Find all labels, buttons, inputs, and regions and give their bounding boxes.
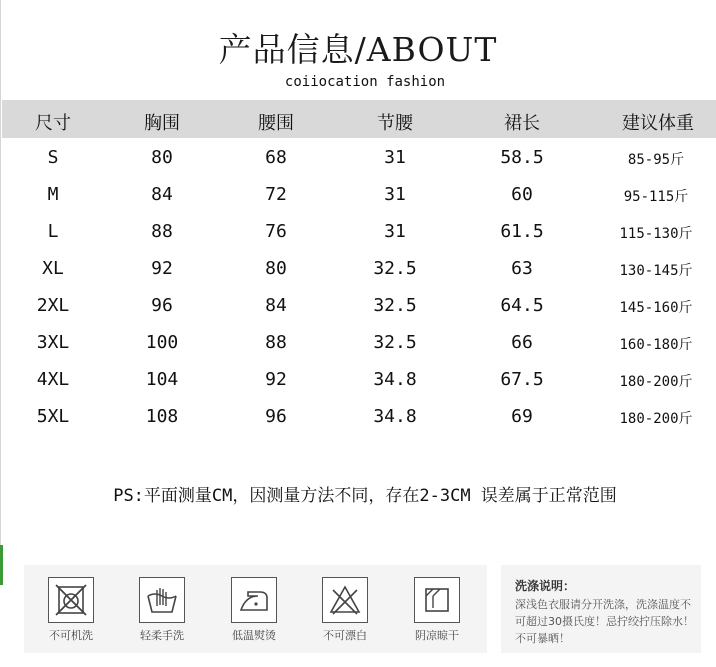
waist-section-cell: 32.5 (373, 332, 417, 353)
waist-section-cell: 31 (384, 221, 406, 242)
low-temp-iron-icon (231, 577, 277, 623)
bust-cell: 80 (151, 147, 173, 168)
table-row (0, 360, 716, 397)
size-cell: 3XL (36, 332, 70, 353)
measurement-note: PS:平面测量CM，因测量方法不同，存在2-3CM 误差属于正常范围 (113, 486, 617, 506)
size-cell: 5XL (36, 406, 70, 427)
weight-cell: 115-130斤 (619, 226, 693, 242)
wash-instructions-title: 洗涤说明： (515, 579, 576, 593)
size-cell: XL (42, 258, 64, 279)
green-edge-mark (0, 545, 3, 585)
waist-section-cell: 32.5 (373, 258, 417, 279)
waist-cell: 68 (265, 147, 287, 168)
skirt-length-cell: 61.5 (500, 221, 544, 242)
wash-instructions-text: 深浅色衣服请分开洗涤，洗涤温度不可超过30摄氏度！忌拧绞拧压除水！不可暴晒！ (515, 598, 694, 645)
skirt-length-cell: 69 (511, 406, 533, 427)
waist-cell: 92 (265, 369, 287, 390)
weight-cell: 145-160斤 (619, 300, 693, 316)
waist-section-cell: 31 (384, 147, 406, 168)
no-bleach-icon (322, 577, 368, 623)
care-icons-panel (24, 565, 487, 653)
column-header-size: 尺寸 (35, 113, 71, 134)
bust-cell: 88 (151, 221, 173, 242)
waist-cell: 84 (265, 295, 287, 316)
care-label: 不可漂白 (323, 629, 367, 642)
waist-cell: 96 (265, 406, 287, 427)
page-title: 产品信息/ABOUT (218, 30, 498, 69)
care-label: 阴凉晾干 (415, 629, 459, 642)
gentle-hand-wash-icon (139, 577, 185, 623)
size-cell: 4XL (36, 369, 70, 390)
weight-cell: 85-95斤 (627, 152, 685, 168)
care-label: 低温熨烫 (232, 629, 276, 642)
table-row (0, 397, 716, 434)
size-cell: S (47, 147, 59, 168)
bust-cell: 100 (145, 332, 179, 353)
bust-cell: 96 (151, 295, 173, 316)
waist-section-cell: 31 (384, 184, 406, 205)
skirt-length-cell: 67.5 (500, 369, 544, 390)
waist-cell: 80 (265, 258, 287, 279)
waist-section-cell: 34.8 (373, 406, 417, 427)
column-header-skirt-length: 裙长 (504, 113, 540, 134)
table-row (0, 323, 716, 360)
care-item (308, 577, 382, 643)
skirt-length-cell: 63 (511, 258, 533, 279)
weight-cell: 160-180斤 (619, 337, 693, 353)
weight-cell: 180-200斤 (619, 374, 693, 390)
table-row (0, 249, 716, 286)
size-table-header (2, 100, 716, 138)
size-cell: 2XL (36, 295, 70, 316)
care-item (217, 577, 291, 643)
care-label: 不可机洗 (49, 629, 93, 642)
weight-cell: 95-115斤 (623, 189, 689, 205)
waist-cell: 88 (265, 332, 287, 353)
shade-dry-icon (414, 577, 460, 623)
skirt-length-cell: 60 (511, 184, 533, 205)
table-row (0, 286, 716, 323)
table-row (0, 138, 716, 175)
wash-instructions-panel (501, 565, 701, 653)
weight-cell: 130-145斤 (619, 263, 693, 279)
size-cell: M (47, 184, 59, 205)
no-machine-wash-icon (48, 577, 94, 623)
size-cell: L (47, 221, 59, 242)
care-label: 轻柔手洗 (140, 629, 184, 642)
table-row (0, 212, 716, 249)
care-item (125, 577, 199, 643)
care-item (34, 577, 108, 643)
waist-section-cell: 34.8 (373, 369, 417, 390)
column-header-bust: 胸围 (144, 113, 180, 134)
skirt-length-cell: 66 (511, 332, 533, 353)
bust-cell: 104 (145, 369, 179, 390)
waist-section-cell: 32.5 (373, 295, 417, 316)
column-header-waist: 腰围 (258, 113, 294, 134)
bust-cell: 92 (151, 258, 173, 279)
care-item (400, 577, 474, 643)
bust-cell: 108 (145, 406, 179, 427)
table-row (0, 175, 716, 212)
column-header-waist-section: 节腰 (377, 113, 413, 134)
waist-cell: 72 (265, 184, 287, 205)
bust-cell: 84 (151, 184, 173, 205)
weight-cell: 180-200斤 (619, 411, 693, 427)
column-header-weight: 建议体重 (622, 113, 694, 134)
skirt-length-cell: 64.5 (500, 295, 544, 316)
page-subtitle: coiiocation fashion (284, 74, 446, 90)
waist-cell: 76 (265, 221, 287, 242)
skirt-length-cell: 58.5 (500, 147, 544, 168)
